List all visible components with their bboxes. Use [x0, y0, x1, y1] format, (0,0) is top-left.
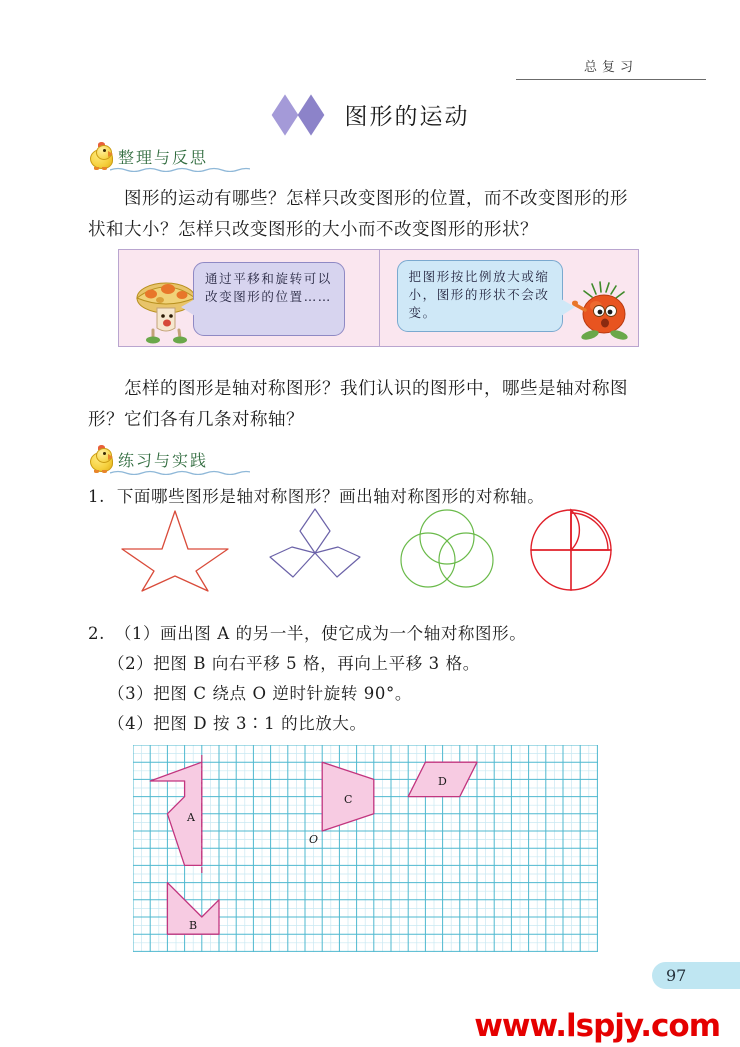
wave-underline-icon [110, 470, 250, 475]
page-title: 图形的运动 [344, 104, 470, 130]
watermark-url: www.lspjy.com [474, 1008, 720, 1044]
grid-label-a: A [187, 811, 195, 824]
grid-label-b: B [189, 919, 198, 932]
page-title-row [0, 98, 740, 131]
dialogue-box [118, 249, 639, 347]
speech-bubble-left [193, 262, 345, 336]
exercise-2-grid [133, 745, 598, 952]
dialogue-half-left [119, 250, 379, 346]
exercise-2-item-3-row [108, 680, 412, 708]
exercise-2-item-2: （2）把图 B 向右平移 5 格，再向上平移 3 格。 [108, 654, 480, 673]
speech-bubble-right-text: 把图形按比例放大或缩小，图形的形状不会改变。 [408, 269, 550, 320]
exercise-2-item-4: （4）把图 D 按 3∶1 的比放大。 [108, 714, 367, 733]
running-head-text: 总复习 [583, 60, 638, 75]
chick-icon [88, 448, 114, 472]
exercise-2-item-2-row [108, 650, 480, 678]
speech-bubble-left-text: 通过平移和旋转可以改变图形的位置…… [205, 271, 332, 304]
exercise-1-figures [110, 505, 630, 595]
three-rhombus-pinwheel-figure [250, 505, 380, 595]
exercise-1-prompt: 下面哪些图形是轴对称图形？画出轴对称图形的对称轴。 [116, 487, 545, 506]
grid-label-c: C [344, 793, 353, 806]
dialogue-half-right [379, 250, 639, 346]
grid-label-d: D [438, 775, 447, 788]
section-header-review [88, 141, 208, 169]
page-number-tab [652, 962, 740, 989]
page-number: 97 [666, 966, 687, 985]
tomato-mascot-icon [572, 280, 634, 344]
exercise-1-number: 1. [88, 487, 105, 506]
paragraph-review-2: 怎样的图形是轴对称图形？我们认识的图形中，哪些是轴对称图形？它们各有几条对称轴？ [88, 379, 628, 430]
speech-bubble-right [397, 260, 563, 332]
exercise-2-number: 2. [88, 624, 105, 643]
chick-icon [88, 145, 114, 169]
section-label-review: 整理与反思 [118, 148, 209, 167]
section-header-practice [88, 444, 208, 472]
exercise-2-item-1: （1）画出图 A 的另一半，使它成为一个轴对称图形。 [114, 624, 527, 643]
exercise-2-item-3: （3）把图 C 绕点 O 逆时针旋转 90°。 [108, 684, 412, 703]
grid-label-o: O [309, 833, 319, 846]
wave-underline-icon [110, 167, 250, 172]
running-head [516, 56, 706, 80]
section-label-practice: 练习与实践 [118, 451, 209, 470]
exercise-2-line-1 [88, 620, 526, 648]
four-blade-pinwheel-figure [516, 505, 626, 595]
five-pointed-star-figure [120, 505, 230, 595]
double-diamond-icon [271, 102, 333, 128]
exercise-2-item-4-row [108, 710, 367, 738]
paragraph-review-1: 图形的运动有哪些？怎样只改变图形的位置，而不改变图形的形状和大小？怎样只改变图形的大小而不改变图形的形状？ [88, 189, 628, 240]
three-overlapping-circles-figure [382, 505, 512, 595]
